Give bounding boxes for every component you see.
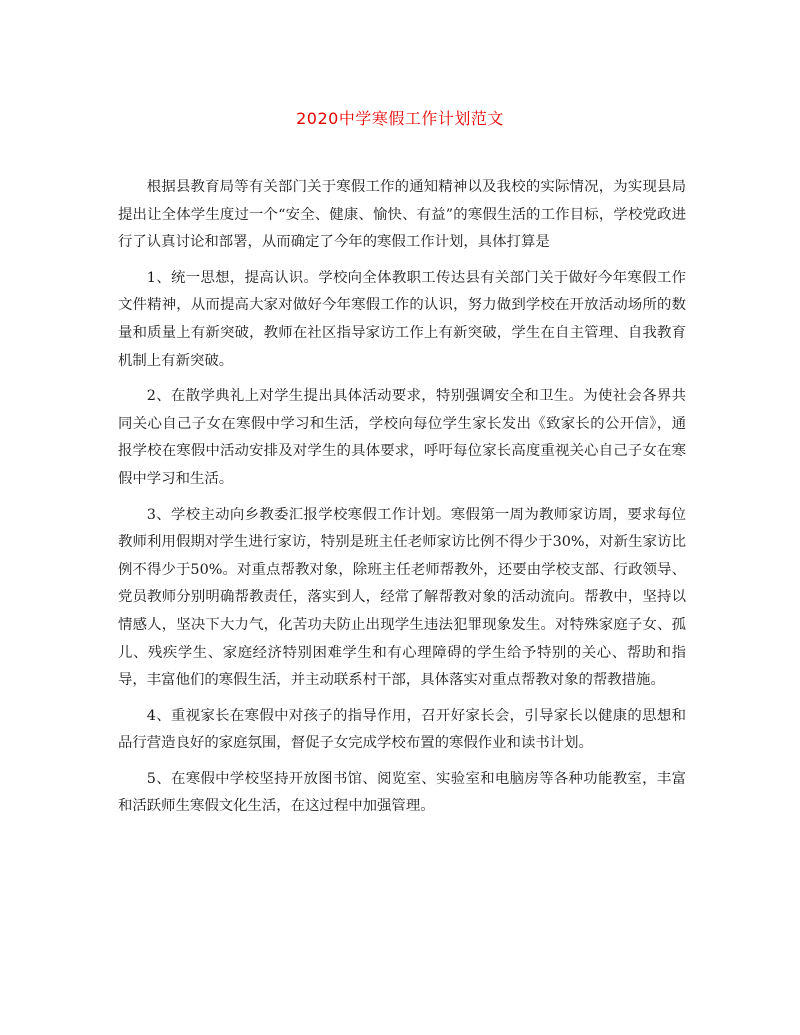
paragraph-item-1: 1、统一思想，提高认识。学校向全体教职工传达县有关部门关于做好今年寒假工作文件精神，从而提高大家对做好今年寒假工作的认识，努力做到学校在开放活动场所的数量和质量上有新突破，教师在社区指导家访工作上有新突破，学生在自主管理、自我教育机制上有新突破。 <box>118 269 686 369</box>
paragraph-item-5: 5、在寒假中学校坚持开放图书馆、阅览室、实验室和电脑房等各种功能教室，丰富和活跃师生寒假文化生活，在这过程中加强管理。 <box>118 770 686 815</box>
paragraph-item-2: 2、在散学典礼上对学生提出具体活动要求，特别强调安全和卫生。为使社会各界共同关心自己子女在寒假中学习和生活，学校向每位学生家长发出《致家长的公开信》，通报学校在寒假中活动安排及对学生的具体要求，呼吁每位家长高度重视关心自己子女在寒假中学习和生活。 <box>118 388 686 487</box>
paragraph-intro: 根据县教育局等有关部门关于寒假工作的通知精神以及我校的实际情况，为实现县局提出让全体学生度过一个“安全、健康、愉快、有益”的寒假生活的工作目标，学校党政进行了认真讨论和部署，从而确定了今年的寒假工作计划，具体打算是 <box>118 179 686 251</box>
document-title: 2020中学寒假工作计划范文 <box>296 109 504 128</box>
paragraph-item-4: 4、重视家长在寒假中对孩子的指导作用，召开好家长会，引导家长以健康的思想和品行营造良好的家庭氛围，督促子女完成学校布置的寒假作业和读书计划。 <box>118 707 686 752</box>
document-body <box>118 174 686 821</box>
paragraph-item-3: 3、学校主动向乡教委汇报学校寒假工作计划。寒假第一周为教师家访周，要求每位教师利用假期对学生进行家访，特别是班主任老师家访比例不得少于30%，对新生家访比例不得少于50%。对重点帮教对象，除班主任老师帮教外，还要由学校支部、行政领导、党员教师分别明确帮教责任，落实到人，经常了解帮教对象的活动流向。帮教中，坚持以情感人，坚决下大力气，化苦功夫防止出现学生违法犯罪现象发生。对特殊家庭子女、孤儿、残疾学生、家庭经济特别困难学生和有心理障碍的学生给予特别的关心、帮助和指导，丰富他们的寒假生活，并主动联系村干部，具体落实对重点帮教对象的帮教措施。 <box>118 506 686 689</box>
